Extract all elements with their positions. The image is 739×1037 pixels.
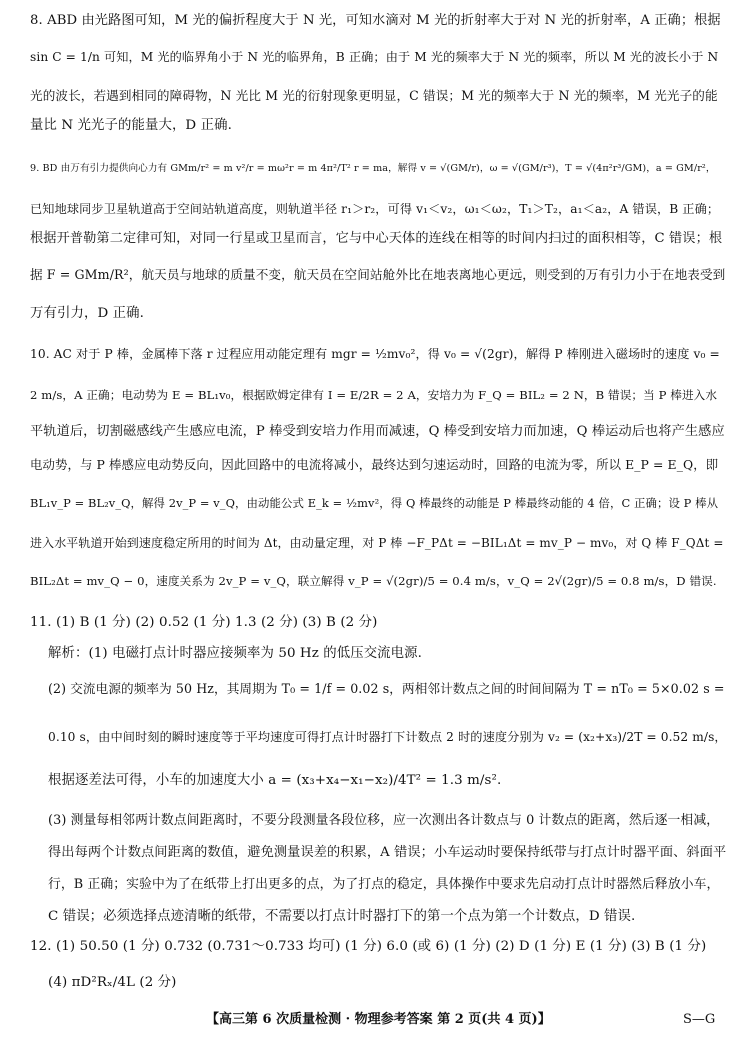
q10-line-4: 电动势，与 P 棒感应电动势反向，因此回路中的电流将减小，最终达到匀速运动时，回路的电流为零，所以 E_P = E_Q，即	[30, 457, 719, 472]
q9-line-2: 已知地球同步卫星轨道高于空间站轨道高度，则轨道半径 r₁＞r₂，可得 v₁＜v₂，ω₁＜ω₂，T₁＞T₂，a₁＜a₂，A 错误，B 正确；	[30, 202, 720, 216]
q11-analysis-2: (2) 交流电源的频率为 50 Hz，其周期为 T₀ = 1/f = 0.02 s，两相邻计数点之间的时间间隔为 T = nT₀ = 5×0.02 s =	[48, 681, 725, 696]
q10-line-1: 10. AC 对于 P 棒，金属棒下落 r 过程应用动能定理有 mgr = ½mv₀²，得 v₀ = √(2gr)，解得 P 棒刚进入磁场时的速度 v₀ =	[30, 347, 720, 361]
q11-analysis-5: (3) 测量每相邻两计数点间距离时，不要分段测量各段位移，应一次测出各计数点与 0 计数点的距离，然后逐一相减，	[48, 813, 720, 828]
q8-line-1: 8. ABD 由光路图可知，M 光的偏折程度大于 N 光，可知水滴对 M 光的折射率大于对 N 光的折射率，A 正确；根据	[30, 13, 721, 28]
q11-analysis-4: 根据逐差法可得，小车的加速度大小 a = (x₃+x₄−x₁−x₂)/4T² = 1.3 m/s².	[48, 773, 502, 788]
q9-line-5: 万有引力，D 正确.	[30, 306, 144, 321]
footer-code: S—G	[683, 1012, 716, 1027]
footer-title: 【高三第 6 次质量检测 · 物理参考答案 第 2 页(共 4 页)】	[206, 1012, 551, 1027]
q11-answers: 11. (1) B (1 分) (2) 0.52 (1 分) 1.3 (2 分) (3) B (2 分)	[30, 615, 378, 630]
q10-line-5: BL₁v_P = BL₂v_Q，解得 2v_P = v_Q，由动能公式 E_k = ½mv²，得 Q 棒最终的动能是 P 棒最终动能的 4 倍，C 正确；设 P 棒从	[30, 496, 719, 510]
q11-analysis-3: 0.10 s，由中间时刻的瞬时速度等于平均速度可得打点计时器打下计数点 2 时的速度分别为 v₂ = (x₂+x₃)/2T = 0.52 m/s，	[48, 730, 727, 744]
q12-formula: (4) πD²Rₓ/4L (2 分)	[48, 975, 177, 990]
q11-analysis-7: 行，B 正确；实验中为了在纸带上打出更多的点，为了打点的稳定，具体操作中要求先启动打点计时器然后释放小车，	[48, 877, 720, 892]
q11-analysis-8: C 错误；必须选择点迹清晰的纸带，不需要以打点计时器打下的第一个点为第一个计数点，D 错误.	[48, 909, 636, 924]
q10-line-2: 2 m/s，A 正确；电动势为 E = BL₁v₀，根据欧姆定律有 I = E/2R = 2 A，安培力为 F_Q = BIL₂ = 2 N，B 错误；当 P 棒进入水	[30, 388, 718, 402]
q10-line-7: BIL₂Δt = mv_Q − 0，速度关系为 2v_P = v_Q，联立解得 v_P = √(2gr)/5 = 0.4 m/s，v_Q = 2√(2gr)/5 = 0.8 m/s，D 错误.	[30, 574, 717, 588]
q8-line-3: 光的波长，若遇到相同的障碍物，N 光比 M 光的衍射现象更明显，C 错误；M 光的频率大于 N 光的频率，M 光光子的能	[30, 88, 718, 103]
q11-analysis-6: 得出每两个计数点间距离的数值，避免测量误差的积累，A 错误；小车运动时要保持纸带与打点计时器平面、斜面平	[48, 845, 727, 860]
q11-analysis-1: 解析：(1) 电磁打点计时器应接频率为 50 Hz 的低压交流电源.	[48, 646, 423, 661]
page-footer	[0, 1010, 739, 1030]
q9-line-1: 9. BD 由万有引力提供向心力有 GMm/r² = m v²/r = mω²r = m 4π²/T² r = ma，解得 v = √(GM/r)，ω = √(GM/r³)，T = √(4π²r³/GM)，a = GM/r²，	[30, 163, 716, 174]
q10-line-6: 进入水平轨道开始到速度稳定所用的时间为 Δt，由动量定理，对 P 棒 −F_PΔt = −BIL₁Δt = mv_P − mv₀，对 Q 棒 F_QΔt =	[30, 536, 724, 550]
q9-line-3: 根据开普勒第二定律可知，对同一行星或卫星而言，它与中心天体的连线在相等的时间内扫过的面积相等，C 错误；根	[30, 231, 723, 246]
q12-answers: 12. (1) 50.50 (1 分) 0.732 (0.731～0.733 均可) (1 分) 6.0 (或 6) (1 分) (2) D (1 分) E (1 分) (3) B (1 分)	[30, 939, 707, 954]
q10-line-3: 平轨道后，切割磁感线产生感应电流，P 棒受到安培力作用而减速，Q 棒受到安培力而加速，Q 棒运动后也将产生感应	[30, 424, 725, 439]
q8-line-2: sin C = 1/n 可知，M 光的临界角小于 N 光的临界角，B 正确；由于 M 光的频率大于 N 光的频率，所以 M 光的波长小于 N	[30, 50, 719, 64]
q9-line-4: 据 F = GMm/R²，航天员与地球的质量不变，航天员在空间站舱外比在地表离地心更远，则受到的万有引力小于在地表受到	[30, 267, 726, 282]
q8-line-4: 量比 N 光光子的能量大，D 正确.	[30, 118, 232, 133]
